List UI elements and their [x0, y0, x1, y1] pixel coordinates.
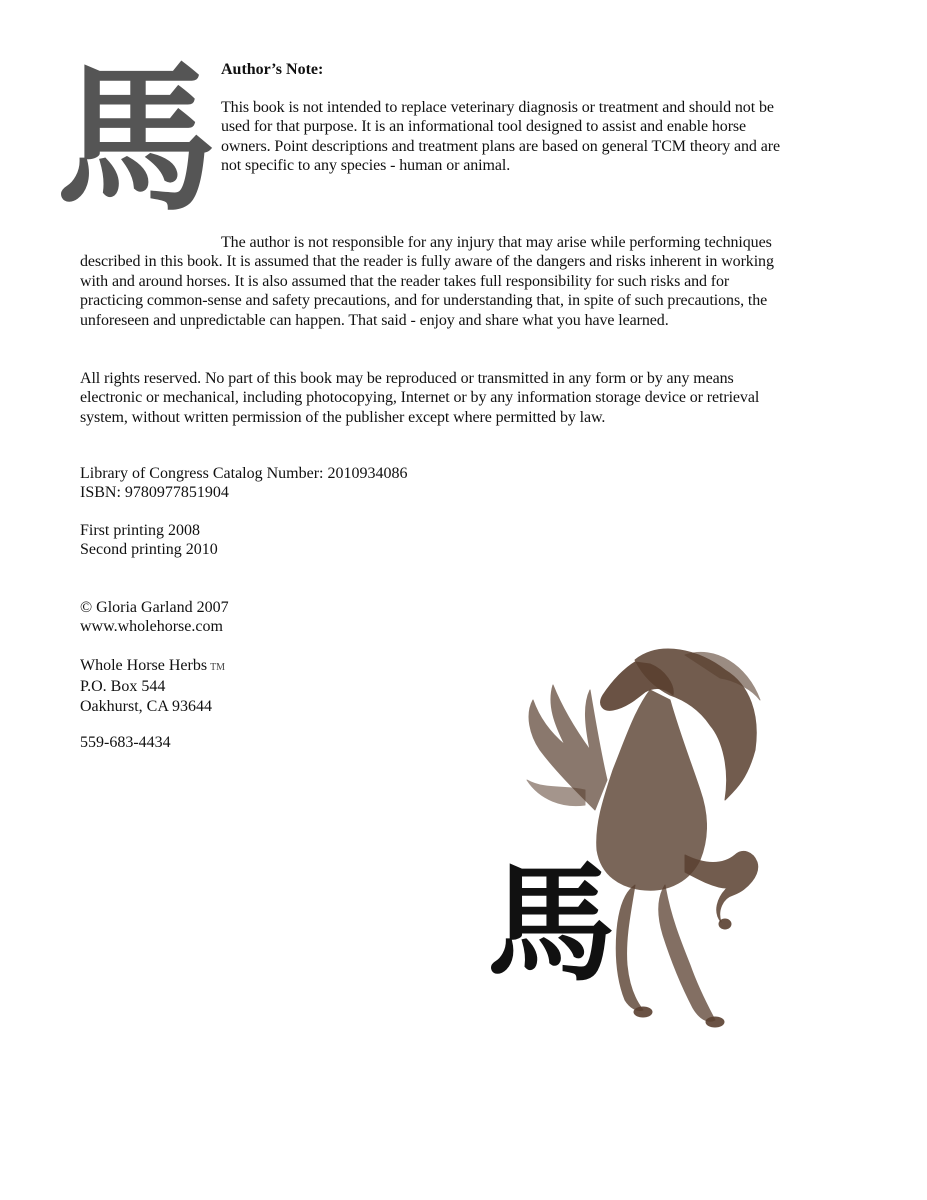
- catalog-info: [80, 464, 408, 503]
- horse-front-leg-2: [616, 885, 643, 1011]
- publisher-name: Whole Horse Herbs: [80, 657, 208, 674]
- authors-note-paragraph-2: The author is not responsible for any injury that may arise while performing techniques described in this book. It is assumed that the reader is fully aware of the dangers and risks inherent in working with and around horses. It is also assumed that the reader takes full responsibility for such risks and for practicing common-sense and safety precautions, and for understanding that, in spite of such precautions, the unforeseen and unpredictable can happen. That said - enjoy and share what you have learned.: [80, 234, 774, 329]
- city-state-zip: Oakhurst, CA 93644: [80, 697, 212, 715]
- phone-number: 559-683-4434: [80, 734, 171, 751]
- copyright-notice: © Gloria Garland 2007: [80, 599, 229, 616]
- publisher-address: [80, 656, 225, 716]
- horse-kanji-watermark: [56, 46, 217, 233]
- horse-kanji-calligraphy: [486, 850, 616, 1000]
- trademark-mark: TM: [210, 662, 226, 673]
- horse-kanji-glyph: 馬: [56, 46, 217, 233]
- horse-front-leg: [685, 851, 758, 922]
- authors-note-paragraph-1: This book is not intended to replace veterinary diagnosis or treatment and should not be used for that purpose. It is an informational tool designed to assist and enable horse owners. Point descriptions and treatment plans are based on general TCM theory and are not specific to any species - human or animal.: [221, 99, 780, 175]
- isbn: ISBN: 9780977851904: [80, 484, 229, 502]
- horse-kanji-glyph-bottom: 馬: [486, 850, 615, 999]
- first-printing: First printing 2008: [80, 522, 201, 539]
- second-printing: Second printing 2010: [80, 541, 218, 559]
- publisher-name-line: [80, 656, 225, 677]
- authors-note-heading: Author’s Note:: [221, 61, 324, 78]
- rights-reserved-notice: All rights reserved. No part of this book may be reproduced or transmitted in any form or by any means electronic or mechanical, including photocopying, Internet or by any information storage device or retrieval system, without written permission of the publisher except where permitted by law.: [80, 370, 760, 426]
- copyright-info: [80, 598, 229, 637]
- printing-history: [80, 521, 218, 560]
- horse-hind-leg: [659, 885, 715, 1021]
- website: www.wholehorse.com: [80, 618, 223, 636]
- loc-catalog-number: Library of Congress Catalog Number: 2010934086: [80, 465, 408, 482]
- po-box: P.O. Box 544: [80, 678, 166, 696]
